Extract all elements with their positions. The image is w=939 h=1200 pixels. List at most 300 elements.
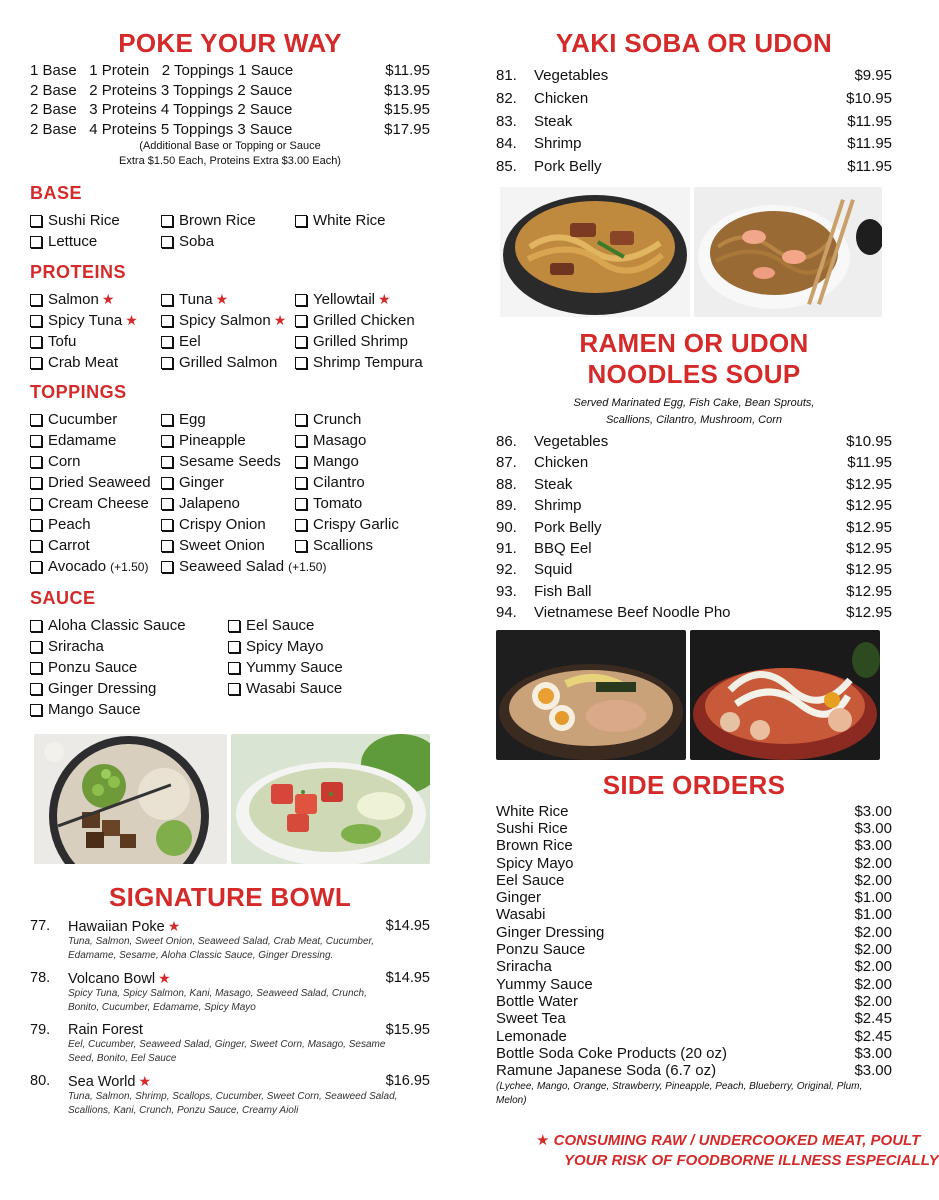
signature-item bbox=[30, 970, 430, 1014]
side-item-row bbox=[496, 1010, 892, 1027]
sauce-title: SAUCE bbox=[30, 588, 96, 609]
proteins-title: PROTEINS bbox=[30, 262, 127, 283]
option-checkbox[interactable] bbox=[30, 558, 161, 575]
item-name: Ginger Dressing bbox=[496, 923, 605, 941]
checkbox-icon[interactable] bbox=[161, 435, 173, 447]
option-checkbox[interactable] bbox=[295, 495, 430, 512]
checkbox-icon[interactable] bbox=[30, 540, 42, 552]
item-name: Pork Belly bbox=[534, 518, 602, 536]
option-checkbox[interactable] bbox=[161, 233, 295, 250]
option-checkbox[interactable] bbox=[30, 617, 228, 634]
item-number: 83. bbox=[496, 112, 517, 130]
option-checkbox[interactable] bbox=[161, 558, 327, 576]
poke-size-price: $11.95 bbox=[385, 62, 430, 79]
option-label: Tuna bbox=[179, 291, 213, 309]
option-label: Sushi Rice bbox=[48, 212, 120, 230]
signature-item bbox=[30, 1022, 430, 1065]
base-title: BASE bbox=[30, 183, 83, 204]
raw-star-icon: ★ bbox=[167, 918, 181, 935]
item-price: $2.00 bbox=[854, 923, 892, 941]
side-item-row bbox=[496, 1028, 892, 1045]
protein-options bbox=[30, 291, 430, 371]
item-price: $14.95 bbox=[385, 970, 430, 987]
checkbox-icon[interactable] bbox=[295, 435, 307, 447]
checkbox-icon[interactable] bbox=[161, 540, 173, 552]
side-item-row bbox=[496, 872, 892, 889]
side-item-row bbox=[496, 906, 892, 923]
poke-title: POKE YOUR WAY bbox=[118, 28, 342, 58]
checkbox-icon[interactable] bbox=[295, 519, 307, 531]
option-label: Carrot bbox=[48, 537, 90, 555]
left-column bbox=[30, 28, 430, 1117]
raw-food-warning bbox=[536, 1131, 939, 1171]
item-number: 85. bbox=[496, 158, 517, 176]
option-label: Eel bbox=[179, 333, 201, 351]
item-price: $11.95 bbox=[847, 112, 892, 130]
raw-star-icon: ★ bbox=[138, 1073, 151, 1090]
side-item-row bbox=[496, 837, 892, 854]
item-name: Vegetables bbox=[534, 432, 609, 450]
option-label: Lettuce bbox=[48, 233, 98, 251]
option-checkbox[interactable] bbox=[295, 291, 430, 308]
item-name: Ginger bbox=[496, 889, 542, 907]
item-name: Chicken bbox=[534, 454, 589, 472]
checkbox-icon[interactable] bbox=[161, 236, 173, 248]
side-item-row bbox=[496, 958, 892, 975]
poke-bowl-photo-2 bbox=[231, 734, 430, 864]
item-price: $2.00 bbox=[854, 941, 892, 959]
option-checkbox[interactable] bbox=[30, 411, 161, 428]
item-price: $11.95 bbox=[847, 454, 892, 472]
poke-size-row bbox=[30, 61, 430, 81]
option-label: Edamame bbox=[48, 432, 117, 450]
item-name: Rain Forest bbox=[68, 1022, 143, 1039]
item-number: 94. bbox=[496, 604, 517, 622]
side-item-row bbox=[496, 803, 892, 820]
yaki-title: YAKI SOBA OR UDON bbox=[555, 28, 833, 58]
option-checkbox[interactable] bbox=[30, 537, 161, 554]
side-item-row bbox=[496, 924, 892, 941]
menu-item-row bbox=[496, 431, 892, 452]
item-price: $3.00 bbox=[854, 837, 892, 855]
item-number: 84. bbox=[496, 135, 517, 153]
signature-item-header bbox=[30, 1073, 430, 1090]
item-name: Ramune Japanese Soda (6.7 oz) bbox=[496, 1062, 717, 1080]
checkbox-icon[interactable] bbox=[30, 357, 42, 369]
checkbox-icon[interactable] bbox=[295, 456, 307, 468]
side-item-row bbox=[496, 820, 892, 837]
item-name: Sriracha bbox=[496, 958, 552, 976]
item-price: $3.00 bbox=[854, 1062, 892, 1080]
item-price: $16.95 bbox=[385, 1073, 430, 1090]
menu-item-row bbox=[496, 581, 892, 602]
checkbox-icon[interactable] bbox=[161, 498, 173, 510]
option-checkbox[interactable] bbox=[30, 495, 161, 512]
option-checkbox[interactable] bbox=[30, 212, 161, 229]
option-label: Salmon bbox=[48, 291, 99, 309]
menu-item-row bbox=[496, 452, 892, 473]
item-price: $10.95 bbox=[846, 89, 892, 107]
checkbox-icon[interactable] bbox=[228, 662, 240, 674]
option-checkbox[interactable] bbox=[295, 354, 430, 371]
option-label: Peach bbox=[48, 516, 91, 534]
option-label: Aloha Classic Sauce bbox=[48, 617, 186, 635]
option-checkbox[interactable] bbox=[295, 333, 430, 350]
option-checkbox[interactable] bbox=[30, 638, 228, 655]
raw-star-icon: ★ bbox=[101, 291, 115, 308]
item-name: Sea World bbox=[68, 1074, 136, 1091]
item-number: 81. bbox=[496, 67, 517, 84]
poke-size-label: 2 Base 2 Proteins 3 Toppings 2 Sauce bbox=[30, 81, 293, 99]
checkbox-icon[interactable] bbox=[161, 561, 173, 573]
extra-charge: (+1.50) bbox=[288, 559, 327, 574]
item-description: Eel, Cucumber, Seaweed Salad, Ginger, Sweet Corn, Masago, Sesame Seed, Bonito, Eel Sauce bbox=[68, 1039, 386, 1064]
checkbox-icon[interactable] bbox=[295, 477, 307, 489]
item-name: Hawaiian Poke bbox=[68, 919, 165, 936]
item-name-wrap bbox=[68, 918, 386, 935]
checkbox-icon[interactable] bbox=[161, 519, 173, 531]
toppings-title: TOPPINGS bbox=[30, 382, 127, 403]
poke-size-row bbox=[30, 81, 430, 101]
checkbox-icon[interactable] bbox=[30, 519, 42, 531]
option-label: Wasabi Sauce bbox=[246, 680, 343, 698]
item-description: Tuna, Salmon, Shrimp, Scallops, Cucumber, Sweet Corn, Seaweed Salad, Scallions, Kani, Crunch, Ponzu Sauce, Creamy Aioli bbox=[68, 1091, 398, 1116]
checkbox-icon[interactable] bbox=[30, 620, 42, 632]
option-label: Spicy Salmon bbox=[179, 312, 271, 330]
checkbox-icon[interactable] bbox=[295, 315, 307, 327]
option-label: Mango bbox=[313, 453, 359, 471]
item-name: Shrimp bbox=[534, 135, 582, 153]
option-checkbox[interactable] bbox=[161, 432, 295, 449]
item-name: Chicken bbox=[534, 89, 589, 107]
checkbox-icon[interactable] bbox=[30, 683, 42, 695]
option-label: Egg bbox=[179, 411, 206, 429]
option-label: Yellowtail bbox=[313, 291, 375, 309]
option-label: Corn bbox=[48, 453, 81, 471]
item-number: 92. bbox=[496, 561, 517, 579]
checkbox-icon[interactable] bbox=[161, 456, 173, 468]
option-checkbox[interactable] bbox=[295, 453, 430, 470]
base-options bbox=[30, 212, 430, 250]
option-checkbox[interactable] bbox=[228, 680, 428, 697]
raw-star-icon: ★ bbox=[125, 312, 138, 329]
checkbox-icon[interactable] bbox=[161, 477, 173, 489]
option-checkbox[interactable] bbox=[228, 659, 428, 676]
checkbox-icon[interactable] bbox=[228, 641, 240, 653]
option-checkbox[interactable] bbox=[161, 411, 295, 428]
item-number: 89. bbox=[496, 497, 517, 515]
checkbox-icon[interactable] bbox=[161, 336, 173, 348]
option-label: Mango Sauce bbox=[48, 701, 141, 719]
option-label: Cream Cheese bbox=[48, 495, 149, 513]
option-checkbox[interactable] bbox=[30, 453, 161, 470]
item-price: $12.95 bbox=[846, 582, 892, 600]
option-checkbox[interactable] bbox=[295, 432, 430, 449]
option-checkbox[interactable] bbox=[30, 432, 161, 449]
item-number: 86. bbox=[496, 432, 517, 450]
poke-size-price: $15.95 bbox=[384, 101, 430, 119]
menu-item-row bbox=[496, 111, 892, 134]
ramen-title-1: RAMEN OR UDON bbox=[579, 327, 809, 358]
option-checkbox[interactable] bbox=[161, 516, 295, 533]
yaki-soba-photo bbox=[694, 187, 882, 317]
item-price: $1.00 bbox=[854, 889, 892, 907]
yaki-udon-photo bbox=[500, 187, 690, 317]
option-checkbox[interactable] bbox=[30, 291, 161, 308]
poke-size-row bbox=[30, 120, 430, 140]
checkbox-icon[interactable] bbox=[30, 498, 42, 510]
item-name: Bottle Water bbox=[496, 992, 578, 1010]
item-name: Lemonade bbox=[496, 1027, 567, 1045]
side-item-row bbox=[496, 993, 892, 1010]
option-checkbox[interactable] bbox=[161, 333, 295, 350]
item-price: $15.95 bbox=[385, 1022, 430, 1039]
item-price: $10.95 bbox=[846, 432, 892, 450]
signature-title: SIGNATURE BOWL bbox=[108, 882, 352, 913]
raw-star-icon: ★ bbox=[215, 291, 229, 308]
item-price: $11.95 bbox=[847, 158, 892, 176]
item-name-wrap bbox=[68, 1022, 386, 1038]
item-name: Fish Ball bbox=[534, 582, 592, 600]
option-checkbox[interactable] bbox=[30, 680, 228, 697]
option-checkbox[interactable] bbox=[30, 701, 228, 718]
checkbox-icon[interactable] bbox=[30, 236, 42, 248]
checkbox-icon[interactable] bbox=[161, 315, 173, 327]
option-checkbox[interactable] bbox=[161, 537, 295, 554]
item-name: Bottle Soda Coke Products (20 oz) bbox=[496, 1044, 727, 1062]
option-checkbox[interactable] bbox=[295, 474, 430, 491]
option-label: White Rice bbox=[313, 212, 386, 230]
menu-item-row bbox=[496, 133, 892, 156]
option-label: Grilled Shrimp bbox=[313, 333, 409, 351]
item-name: Volcano Bowl bbox=[68, 971, 156, 988]
checkbox-icon[interactable] bbox=[30, 704, 42, 716]
option-checkbox[interactable] bbox=[161, 312, 295, 329]
option-label: Avocado bbox=[48, 558, 107, 576]
signature-item bbox=[30, 1073, 430, 1117]
checkbox-icon[interactable] bbox=[30, 561, 42, 573]
item-price: $2.00 bbox=[854, 871, 892, 889]
option-checkbox[interactable] bbox=[295, 312, 430, 329]
ramen-note-2: Scallions, Cilantro, Mushroom, Corn bbox=[605, 413, 783, 426]
menu-item-row bbox=[496, 538, 892, 559]
side-list bbox=[496, 803, 892, 1080]
yaki-list bbox=[496, 65, 892, 179]
menu-item-row bbox=[496, 517, 892, 538]
checkbox-icon[interactable] bbox=[295, 336, 307, 348]
checkbox-icon[interactable] bbox=[228, 683, 240, 695]
poke-size-label: 2 Base 3 Proteins 4 Toppings 2 Sauce bbox=[30, 101, 293, 119]
checkbox-icon[interactable] bbox=[30, 435, 42, 447]
item-number: 82. bbox=[496, 89, 517, 107]
option-label: Yummy Sauce bbox=[246, 659, 343, 677]
option-checkbox[interactable] bbox=[30, 233, 161, 250]
item-name: Shrimp bbox=[534, 497, 582, 515]
checkbox-icon[interactable] bbox=[295, 215, 307, 227]
menu-item-row bbox=[496, 495, 892, 516]
option-checkbox[interactable] bbox=[161, 474, 295, 491]
option-checkbox[interactable] bbox=[30, 516, 161, 533]
item-number: 90. bbox=[496, 518, 517, 536]
checkbox-icon[interactable] bbox=[161, 215, 173, 227]
option-checkbox[interactable] bbox=[295, 516, 430, 533]
item-name: Yummy Sauce bbox=[496, 975, 593, 993]
item-number: 91. bbox=[496, 540, 517, 558]
item-name: Eel Sauce bbox=[496, 871, 565, 889]
option-checkbox[interactable] bbox=[30, 333, 161, 350]
sauce-options bbox=[30, 617, 430, 718]
option-checkbox[interactable] bbox=[161, 212, 295, 229]
menu-item-row bbox=[496, 602, 892, 623]
option-label: Sriracha bbox=[48, 638, 104, 656]
checkbox-icon[interactable] bbox=[295, 540, 307, 552]
item-price: $9.95 bbox=[854, 67, 892, 84]
item-name: Steak bbox=[534, 112, 573, 130]
poke-size-label: 2 Base 4 Proteins 5 Toppings 3 Sauce bbox=[30, 120, 293, 138]
checkbox-icon[interactable] bbox=[30, 456, 42, 468]
option-label: Grilled Chicken bbox=[313, 312, 415, 330]
item-name: Pork Belly bbox=[534, 158, 602, 176]
checkbox-icon[interactable] bbox=[161, 414, 173, 426]
item-number: 79. bbox=[30, 1022, 51, 1039]
option-label: Crispy Garlic bbox=[313, 516, 399, 534]
option-label: Jalapeno bbox=[179, 495, 240, 513]
menu-item-row bbox=[496, 88, 892, 111]
signature-list bbox=[30, 918, 430, 1117]
checkbox-icon[interactable] bbox=[30, 315, 42, 327]
option-checkbox[interactable] bbox=[30, 354, 161, 371]
option-checkbox[interactable] bbox=[30, 312, 161, 329]
checkbox-icon[interactable] bbox=[30, 414, 42, 426]
option-label: Tomato bbox=[313, 495, 363, 513]
option-label: Crispy Onion bbox=[179, 516, 266, 534]
option-checkbox[interactable] bbox=[161, 495, 295, 512]
option-label: Ginger bbox=[179, 474, 225, 492]
warning-line-1: ★ CONSUMING RAW / UNDERCOOKED MEAT, POULT bbox=[536, 1132, 921, 1149]
option-label: Sesame Seeds bbox=[179, 453, 281, 471]
checkbox-icon[interactable] bbox=[161, 357, 173, 369]
item-number: 93. bbox=[496, 582, 517, 600]
item-price: $3.00 bbox=[854, 1044, 892, 1062]
item-price: $1.00 bbox=[854, 906, 892, 924]
item-price: $3.00 bbox=[854, 802, 892, 820]
option-checkbox[interactable] bbox=[295, 411, 430, 428]
item-name: Brown Rice bbox=[496, 837, 573, 855]
side-item-row bbox=[496, 1045, 892, 1062]
poke-size-price: $17.95 bbox=[384, 120, 430, 138]
item-name: Steak bbox=[534, 475, 573, 493]
checkbox-icon[interactable] bbox=[30, 215, 42, 227]
item-price: $14.95 bbox=[385, 918, 430, 935]
item-price: $12.95 bbox=[846, 561, 892, 579]
ramen-title-2: NOODLES SOUP bbox=[587, 358, 801, 389]
item-number: 78. bbox=[30, 970, 51, 987]
option-label: Scallions bbox=[313, 537, 374, 555]
option-label: Spicy Tuna bbox=[48, 312, 123, 330]
item-name: White Rice bbox=[496, 802, 569, 820]
option-checkbox[interactable] bbox=[161, 453, 295, 470]
item-name: Vietnamese Beef Noodle Pho bbox=[534, 604, 731, 622]
item-price: $2.00 bbox=[854, 975, 892, 993]
option-label: Eel Sauce bbox=[246, 617, 315, 635]
raw-star-icon: ★ bbox=[273, 312, 287, 329]
item-price: $12.95 bbox=[846, 497, 892, 515]
checkbox-icon[interactable] bbox=[295, 498, 307, 510]
checkbox-icon[interactable] bbox=[295, 414, 307, 426]
item-description: Tuna, Salmon, Sweet Onion, Seaweed Salad, Crab Meat, Cucumber, Edamame, Sesame, Aloha Classic Sauce, Ginger Dressing. bbox=[68, 936, 375, 961]
item-price: $2.45 bbox=[854, 1010, 892, 1028]
yaki-photos bbox=[500, 187, 892, 317]
option-checkbox[interactable] bbox=[30, 474, 161, 491]
item-price: $12.95 bbox=[846, 518, 892, 536]
option-checkbox[interactable] bbox=[228, 638, 428, 655]
item-number: 80. bbox=[30, 1073, 51, 1090]
option-checkbox[interactable] bbox=[161, 354, 295, 371]
item-price: $2.00 bbox=[854, 992, 892, 1010]
item-price: $11.95 bbox=[847, 135, 892, 153]
side-item-row bbox=[496, 889, 892, 906]
signature-item-header bbox=[30, 1022, 430, 1038]
item-number: 87. bbox=[496, 454, 517, 472]
item-name: Sweet Tea bbox=[496, 1010, 566, 1028]
side-item-row bbox=[496, 976, 892, 993]
topping-options bbox=[30, 411, 430, 575]
checkbox-icon[interactable] bbox=[30, 477, 42, 489]
option-label: Soba bbox=[179, 233, 215, 251]
checkbox-icon[interactable] bbox=[30, 662, 42, 674]
option-label: Shrimp Tempura bbox=[313, 354, 423, 372]
option-checkbox[interactable] bbox=[161, 291, 295, 308]
menu-item-row bbox=[496, 559, 892, 580]
option-label: Brown Rice bbox=[179, 212, 256, 230]
checkbox-icon[interactable] bbox=[161, 294, 173, 306]
checkbox-icon[interactable] bbox=[30, 294, 42, 306]
checkbox-icon[interactable] bbox=[30, 336, 42, 348]
signature-item-header bbox=[30, 918, 430, 935]
item-price: $3.00 bbox=[854, 819, 892, 837]
poke-size-label: 1 Base 1 Protein 2 Toppings 1 Sauce bbox=[30, 62, 294, 79]
item-price: $2.45 bbox=[854, 1027, 892, 1045]
item-price: $2.00 bbox=[854, 854, 892, 872]
option-label: Grilled Salmon bbox=[179, 354, 278, 372]
option-label: Spicy Mayo bbox=[246, 638, 324, 656]
poke-bowl-photo-1 bbox=[34, 734, 227, 864]
checkbox-icon[interactable] bbox=[295, 294, 307, 306]
option-checkbox[interactable] bbox=[30, 659, 228, 676]
extra-charge: (+1.50) bbox=[110, 559, 149, 574]
option-checkbox[interactable] bbox=[228, 617, 428, 634]
item-price: $2.00 bbox=[854, 958, 892, 976]
item-name: Sushi Rice bbox=[496, 819, 568, 837]
checkbox-icon[interactable] bbox=[228, 620, 240, 632]
checkbox-icon[interactable] bbox=[295, 357, 307, 369]
udon-bowl-photo bbox=[690, 630, 880, 760]
ramen-photos bbox=[496, 630, 892, 760]
option-label: Cucumber bbox=[48, 411, 118, 429]
sides-title: SIDE ORDERS bbox=[602, 769, 786, 800]
raw-star-icon: ★ bbox=[378, 291, 391, 308]
option-checkbox[interactable] bbox=[295, 212, 430, 229]
option-label: Ponzu Sauce bbox=[48, 659, 138, 677]
item-number: 88. bbox=[496, 475, 517, 493]
item-price: $12.95 bbox=[846, 604, 892, 622]
checkbox-icon[interactable] bbox=[30, 641, 42, 653]
option-label: Tofu bbox=[48, 333, 77, 351]
raw-star-icon: ★ bbox=[158, 970, 171, 987]
item-description: Spicy Tuna, Spicy Salmon, Kani, Masago, Seaweed Salad, Crunch, Bonito, Cucumber, Edamame, Spicy Mayo bbox=[68, 988, 367, 1013]
option-checkbox[interactable] bbox=[295, 537, 430, 554]
item-name: Ponzu Sauce bbox=[496, 941, 586, 959]
